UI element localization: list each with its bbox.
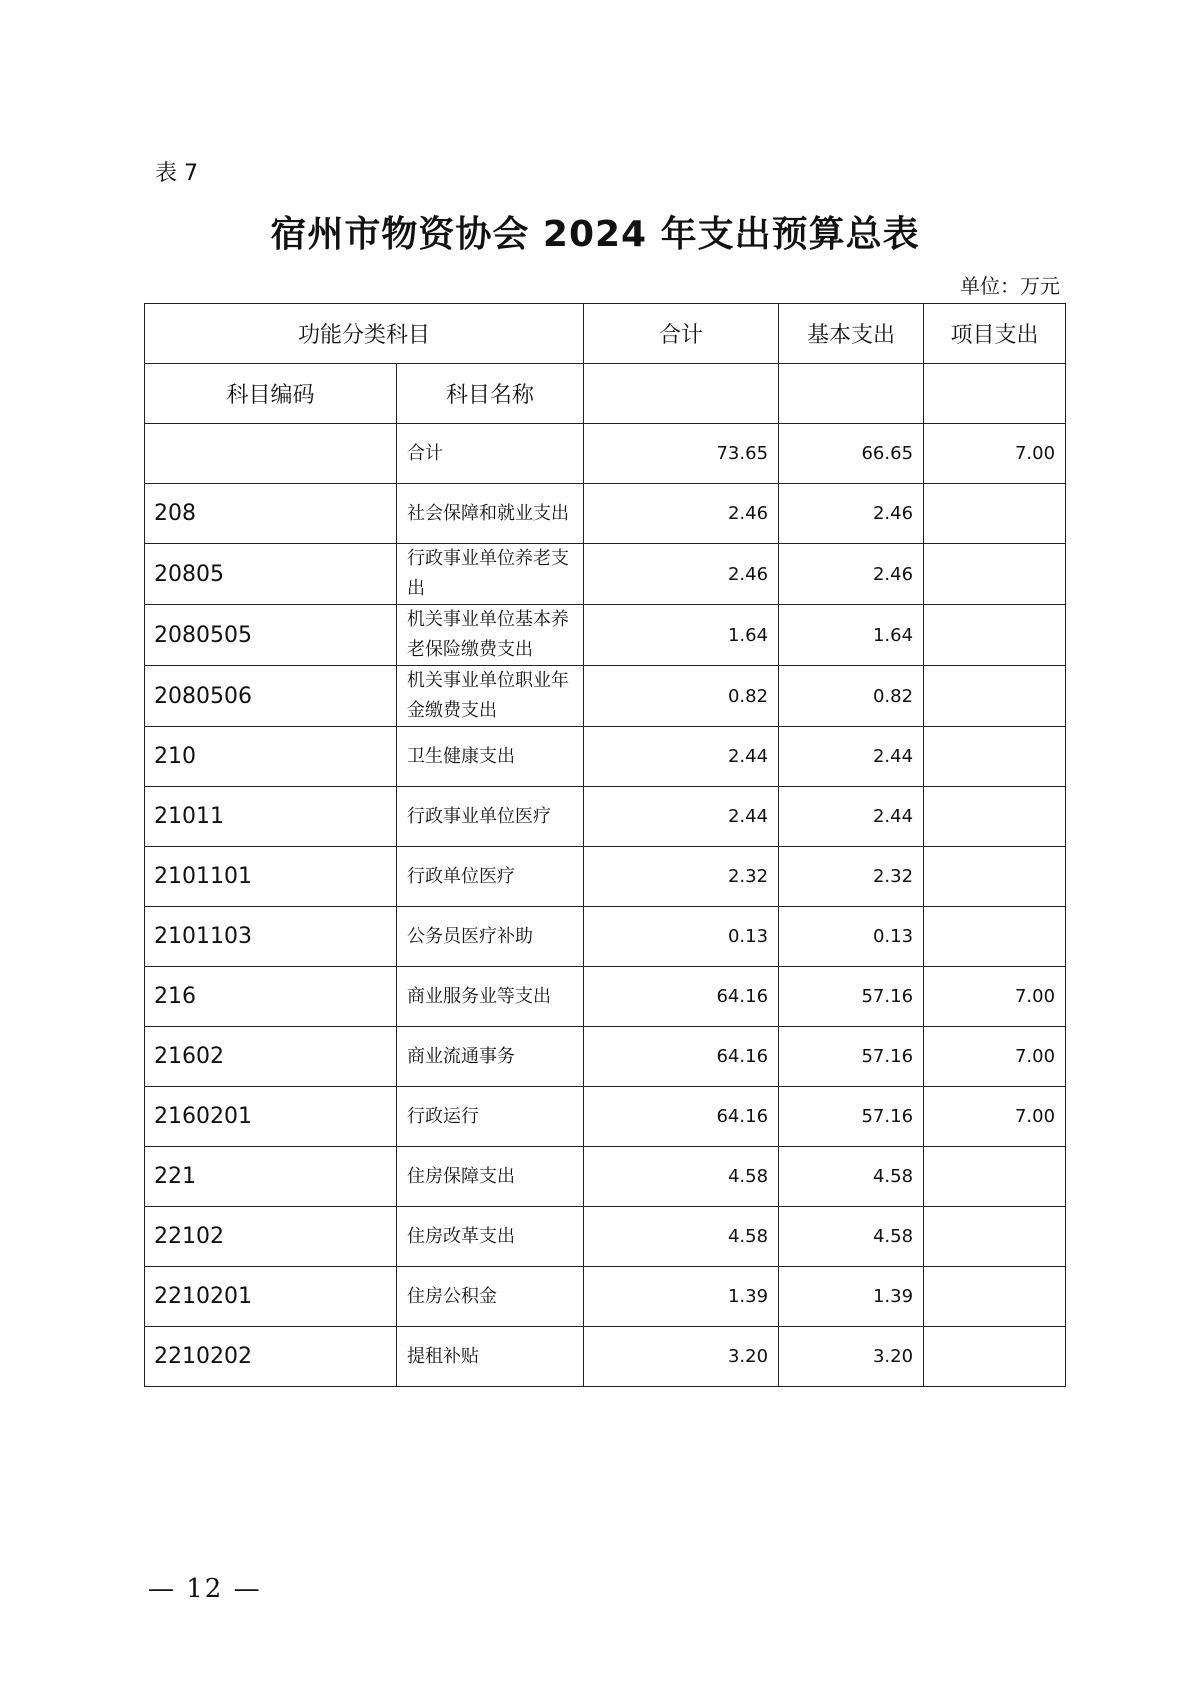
header-total: 合计 — [584, 304, 779, 364]
row-basic-cell: 4.58 — [779, 1207, 924, 1267]
row-name-cell: 住房改革支出 — [397, 1207, 584, 1267]
row-total-cell: 64.16 — [584, 1027, 779, 1087]
header-code: 科目编码 — [145, 364, 397, 424]
row-total-cell: 1.39 — [584, 1267, 779, 1327]
header-project: 项目支出 — [924, 304, 1066, 364]
row-project-cell: 7.00 — [924, 967, 1066, 1027]
table-row — [145, 1027, 1066, 1087]
row-project-cell — [924, 605, 1066, 666]
budget-table-body — [145, 304, 1066, 1387]
row-basic-cell: 1.64 — [779, 605, 924, 666]
row-name-cell: 公务员医疗补助 — [397, 907, 584, 967]
header-row-2 — [145, 364, 1066, 424]
row-basic-cell: 2.32 — [779, 847, 924, 907]
row-project-cell: 7.00 — [924, 424, 1066, 484]
header-function-category: 功能分类科目 — [145, 304, 584, 364]
row-code-cell: 21602 — [145, 1027, 397, 1087]
row-name-cell: 行政单位医疗 — [397, 847, 584, 907]
row-basic-cell: 1.39 — [779, 1267, 924, 1327]
table-row — [145, 666, 1066, 727]
table-row — [145, 1207, 1066, 1267]
row-basic-cell: 3.20 — [779, 1327, 924, 1387]
row-total-cell: 64.16 — [584, 1087, 779, 1147]
row-basic-cell: 2.44 — [779, 787, 924, 847]
page-title: 宿州市物资协会 2024 年支出预算总表 — [270, 214, 920, 255]
row-code-cell: 2080506 — [145, 666, 397, 727]
row-total-cell: 2.44 — [584, 727, 779, 787]
row-total-cell: 73.65 — [584, 424, 779, 484]
row-project-cell: 7.00 — [924, 1027, 1066, 1087]
table-row — [145, 1147, 1066, 1207]
row-project-cell — [924, 787, 1066, 847]
row-code-cell: 221 — [145, 1147, 397, 1207]
row-basic-cell: 57.16 — [779, 1027, 924, 1087]
table-row — [145, 605, 1066, 666]
row-code-cell: 2101103 — [145, 907, 397, 967]
row-code-cell: 22102 — [145, 1207, 397, 1267]
table-row — [145, 484, 1066, 544]
table-row — [145, 847, 1066, 907]
header-name: 科目名称 — [397, 364, 584, 424]
table-row — [145, 907, 1066, 967]
row-basic-cell: 2.44 — [779, 727, 924, 787]
row-project-cell — [924, 847, 1066, 907]
row-project-cell: 7.00 — [924, 1087, 1066, 1147]
header-basic: 基本支出 — [779, 304, 924, 364]
row-name-cell: 商业服务业等支出 — [397, 967, 584, 1027]
row-total-cell: 4.58 — [584, 1147, 779, 1207]
row-project-cell — [924, 1147, 1066, 1207]
row-name-cell: 行政事业单位养老支出 — [397, 544, 584, 605]
row-total-cell: 3.20 — [584, 1327, 779, 1387]
table-row — [145, 544, 1066, 605]
row-total-cell: 2.46 — [584, 484, 779, 544]
header-blank-cell — [924, 364, 1066, 424]
row-code-cell: 21011 — [145, 787, 397, 847]
row-code-cell: 208 — [145, 484, 397, 544]
row-basic-cell: 66.65 — [779, 424, 924, 484]
row-basic-cell: 0.13 — [779, 907, 924, 967]
row-basic-cell: 57.16 — [779, 967, 924, 1027]
row-code-cell: 2210202 — [145, 1327, 397, 1387]
row-project-cell — [924, 1327, 1066, 1387]
row-total-cell: 64.16 — [584, 967, 779, 1027]
row-code-cell: 210 — [145, 727, 397, 787]
row-project-cell — [924, 484, 1066, 544]
header-row-1 — [145, 304, 1066, 364]
row-project-cell — [924, 544, 1066, 605]
row-project-cell — [924, 727, 1066, 787]
row-name-cell: 机关事业单位职业年金缴费支出 — [397, 666, 584, 727]
row-code-cell — [145, 424, 397, 484]
row-project-cell — [924, 1267, 1066, 1327]
row-name-cell: 社会保障和就业支出 — [397, 484, 584, 544]
row-name-cell: 行政事业单位医疗 — [397, 787, 584, 847]
table-row — [145, 727, 1066, 787]
unit-label: 单位：万元 — [960, 274, 1060, 298]
row-name-cell: 商业流通事务 — [397, 1027, 584, 1087]
row-project-cell — [924, 666, 1066, 727]
row-project-cell — [924, 1207, 1066, 1267]
row-code-cell: 216 — [145, 967, 397, 1027]
table-row — [145, 967, 1066, 1027]
row-project-cell — [924, 907, 1066, 967]
header-blank-cell — [779, 364, 924, 424]
row-basic-cell: 0.82 — [779, 666, 924, 727]
table-row — [145, 1087, 1066, 1147]
budget-table — [144, 303, 1066, 1387]
row-code-cell: 20805 — [145, 544, 397, 605]
row-basic-cell: 2.46 — [779, 544, 924, 605]
row-name-cell: 住房保障支出 — [397, 1147, 584, 1207]
table-row — [145, 424, 1066, 484]
page-number: — 12 — — [148, 1574, 262, 1604]
row-total-cell: 4.58 — [584, 1207, 779, 1267]
row-code-cell: 2080505 — [145, 605, 397, 666]
row-name-cell: 机关事业单位基本养老保险缴费支出 — [397, 605, 584, 666]
row-basic-cell: 57.16 — [779, 1087, 924, 1147]
table-number-label: 表 7 — [155, 161, 198, 186]
row-total-cell: 1.64 — [584, 605, 779, 666]
row-name-cell: 住房公积金 — [397, 1267, 584, 1327]
row-code-cell: 2160201 — [145, 1087, 397, 1147]
row-total-cell: 0.82 — [584, 666, 779, 727]
table-row — [145, 787, 1066, 847]
table-row — [145, 1327, 1066, 1387]
row-code-cell: 2101101 — [145, 847, 397, 907]
row-name-cell: 卫生健康支出 — [397, 727, 584, 787]
row-total-cell: 0.13 — [584, 907, 779, 967]
row-total-cell: 2.44 — [584, 787, 779, 847]
row-name-cell: 合计 — [397, 424, 584, 484]
header-blank-cell — [584, 364, 779, 424]
row-basic-cell: 4.58 — [779, 1147, 924, 1207]
row-basic-cell: 2.46 — [779, 484, 924, 544]
row-name-cell: 提租补贴 — [397, 1327, 584, 1387]
row-total-cell: 2.46 — [584, 544, 779, 605]
row-code-cell: 2210201 — [145, 1267, 397, 1327]
row-total-cell: 2.32 — [584, 847, 779, 907]
row-name-cell: 行政运行 — [397, 1087, 584, 1147]
table-row — [145, 1267, 1066, 1327]
